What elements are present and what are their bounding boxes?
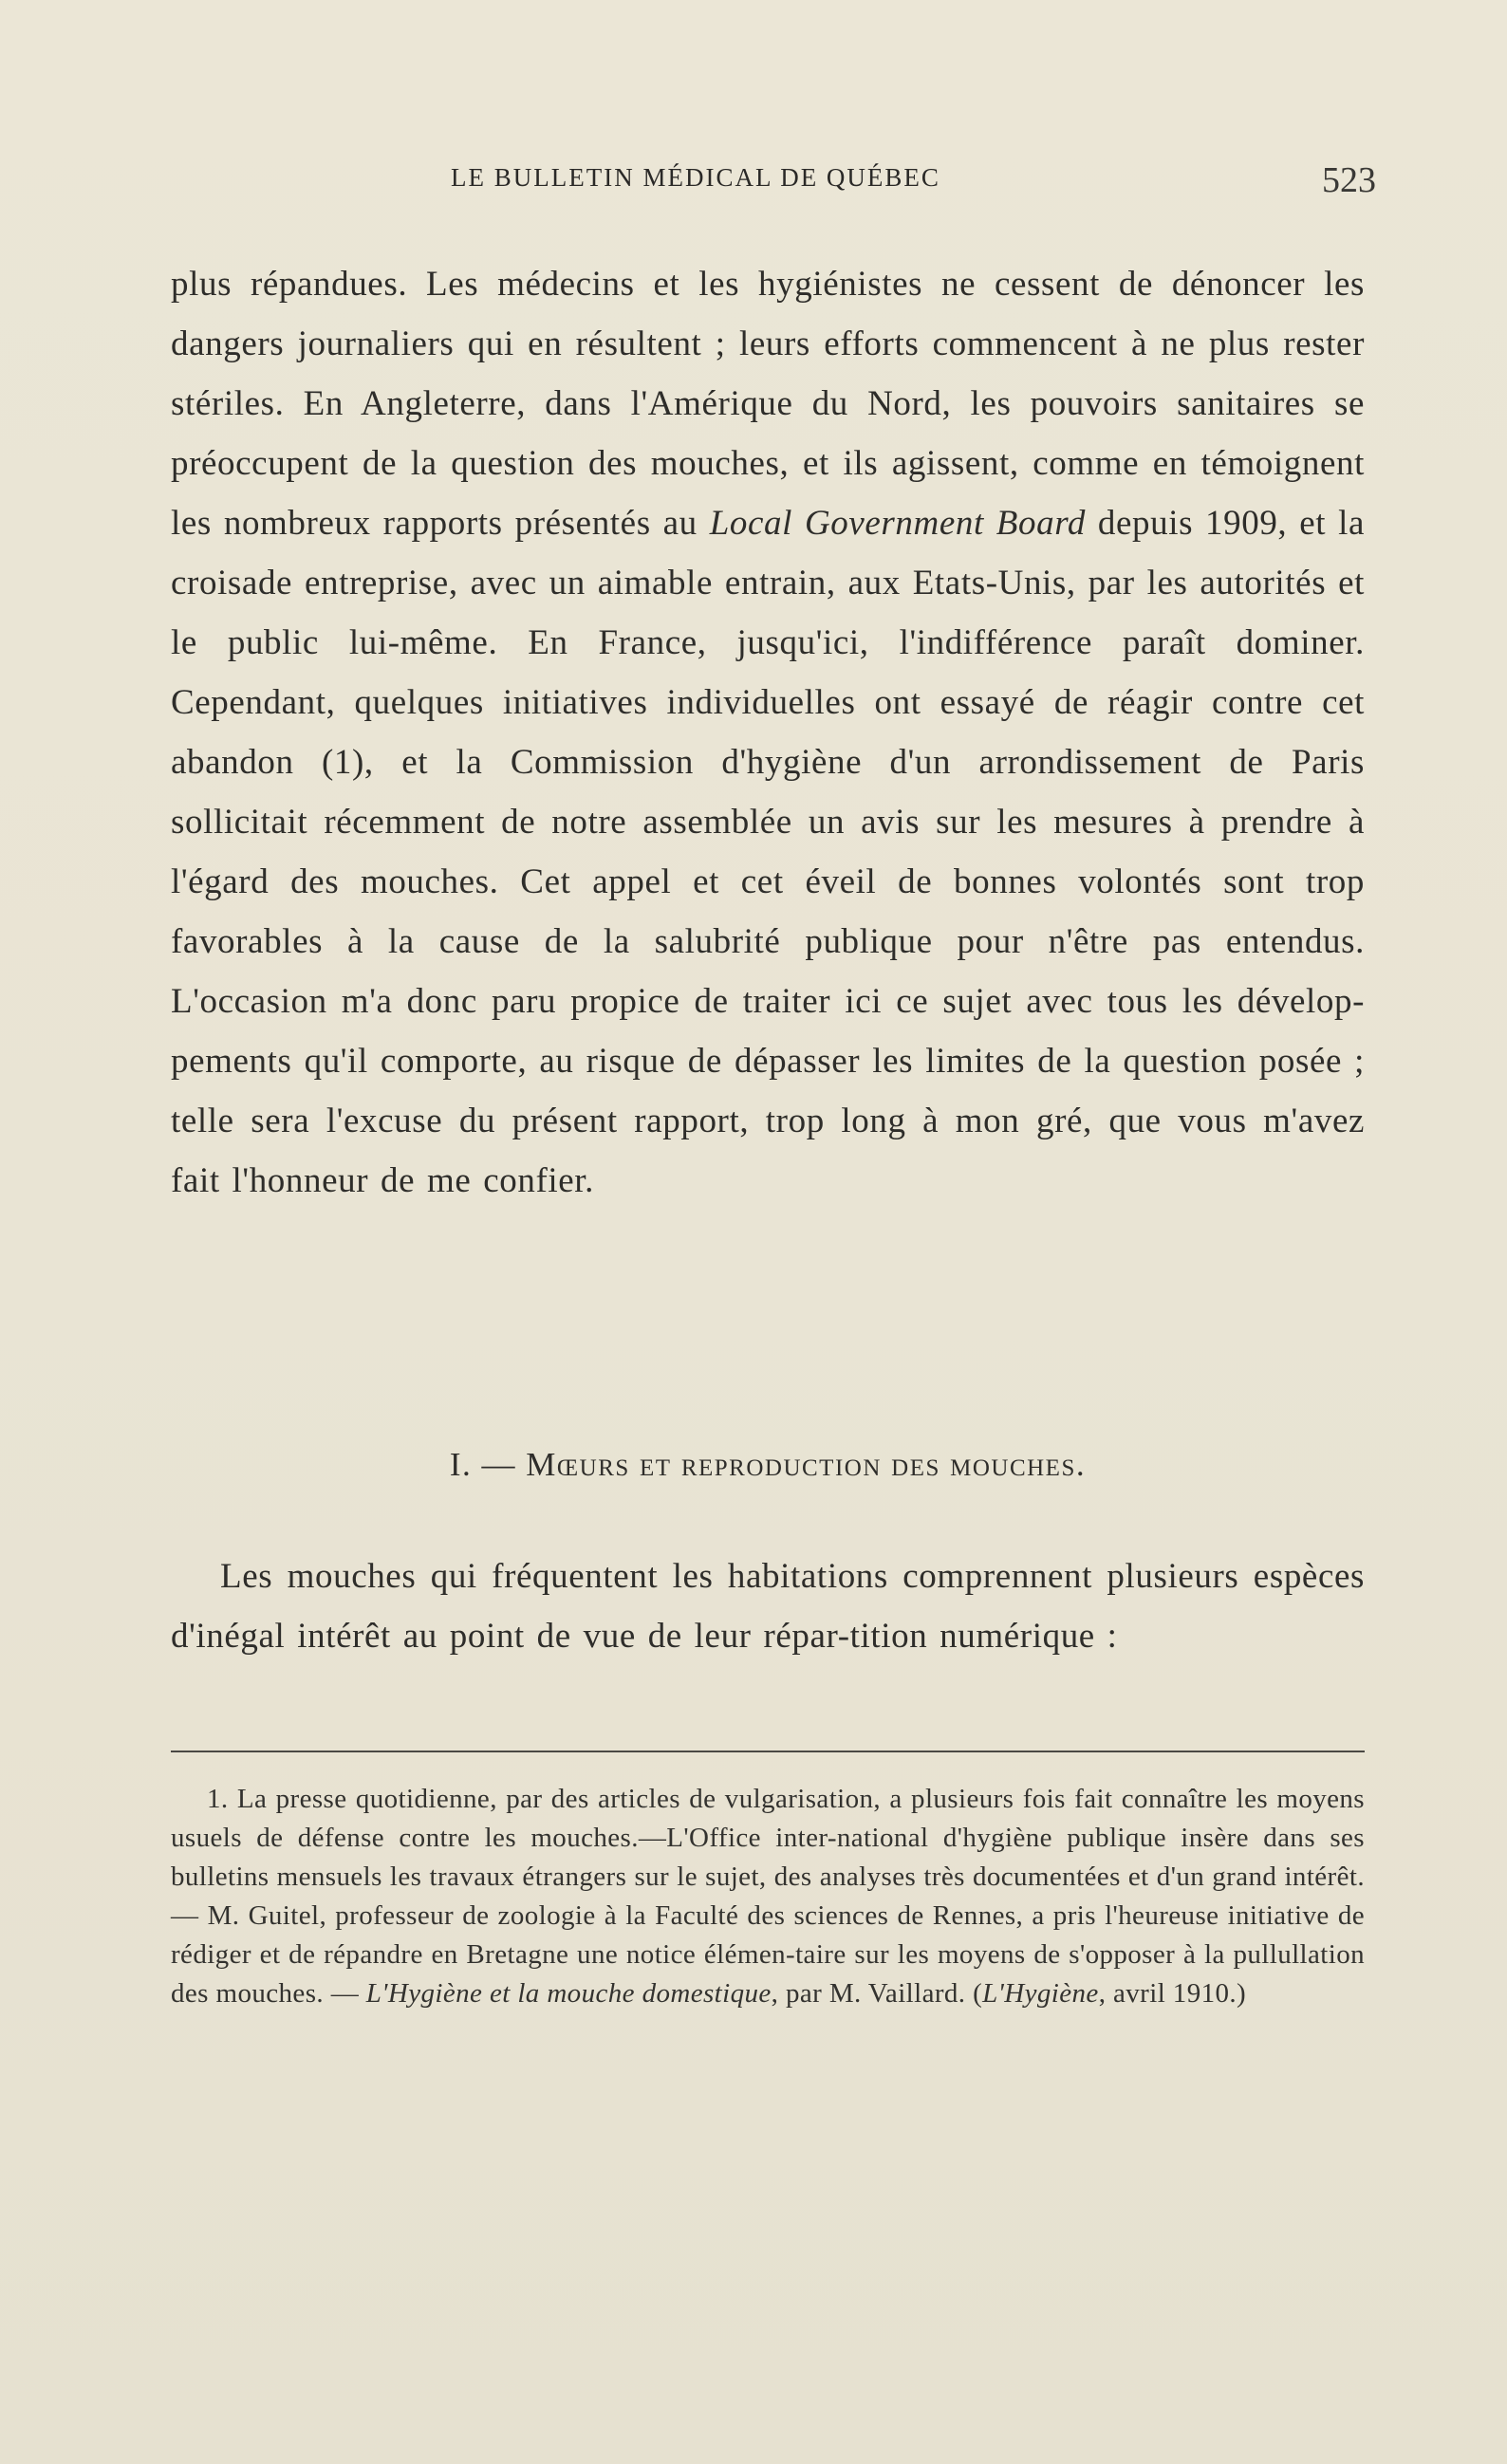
section-heading	[171, 1446, 1365, 1484]
footnote-text-c: , avril 1910.)	[1098, 1978, 1247, 2009]
footnote-text-b: , par M. Vaillard. (	[771, 1978, 983, 2009]
paragraph1-text-a: plus répandues. Les médecins et les hygiénistes ne cessent de dénoncer les dangers journaliers qui en résultent ; leurs efforts commencent à ne plus rester stériles. En Angleterre, dans l'Amérique du Nord, les pouvoirs sanitaires se préoccupent de la question des mouches, et ils agissent, comme en témoignent les nombreux rapports présentés au	[171, 265, 1365, 543]
page-number: 523	[1322, 160, 1376, 200]
footnote	[171, 1780, 1365, 2013]
body-paragraph-2: Les mouches qui fréquentent les habitations comprennent plusieurs espèces d'inégal intérêt au point de vue de leur répar-tition numérique :	[171, 1557, 1365, 1656]
footnote-italic-journal: L'Hygiène	[982, 1978, 1099, 2009]
body-paragraph-1	[171, 254, 1365, 1211]
section-title: Mœurs et reproduction des mouches.	[526, 1446, 1087, 1483]
footnote-italic-title: L'Hygiène et la mouche domestique	[365, 1978, 772, 2009]
paragraph1-text-b: depuis 1909, et la croisade entreprise, avec un aimable entrain, aux Etats-Unis, par les autorités et le public lui-même. En France, jusqu'ici, l'indifférence paraît dominer. Cependant, quelques initiatives individuelles ont essayé de réagir contre cet abandon (1), et la Commission d'hygiène d'un arrondissement de Paris sollicitait récemment de notre assemblée un avis sur les mesures à prendre à l'égard des mouches. Cet appel et cet éveil de bonnes volontés sont trop favorables à la cause de la salubrité publique pour n'être pas entendus. L'occasion m'a donc paru propice de traiter ici ce sujet avec tous les dévelop-pements qu'il comporte, au risque de dépasser les limites de la question posée ; telle sera l'excuse du présent rapport, trop long à mon gré, que vous m'avez fait l'honneur de me confier.	[171, 504, 1365, 1200]
footnote-text-a: 1. La presse quotidienne, par des articles de vulgarisation, a plusieurs fois fait connaître les moyens usuels de défense contre les mouches.—L'Office inter-national d'hygiène publique insère dans ses bulletins mensuels les travaux étrangers sur le sujet, des analyses très documentées et d'un grand intérêt.— M. Guitel, professeur de zoologie à la Faculté des sciences de Rennes, a pris l'heureuse initiative de rédiger et de répandre en Bretagne une notice élémen-taire sur les moyens de s'opposer à la pullullation des mouches. —	[171, 1784, 1365, 2009]
paragraph1-italic: Local Government Board	[709, 504, 1086, 543]
running-head	[171, 159, 1376, 207]
footnote-rule	[171, 1751, 1365, 1752]
running-title: LE BULLETIN MÉDICAL DE QUÉBEC	[451, 163, 940, 192]
section-number: I. —	[449, 1446, 517, 1483]
